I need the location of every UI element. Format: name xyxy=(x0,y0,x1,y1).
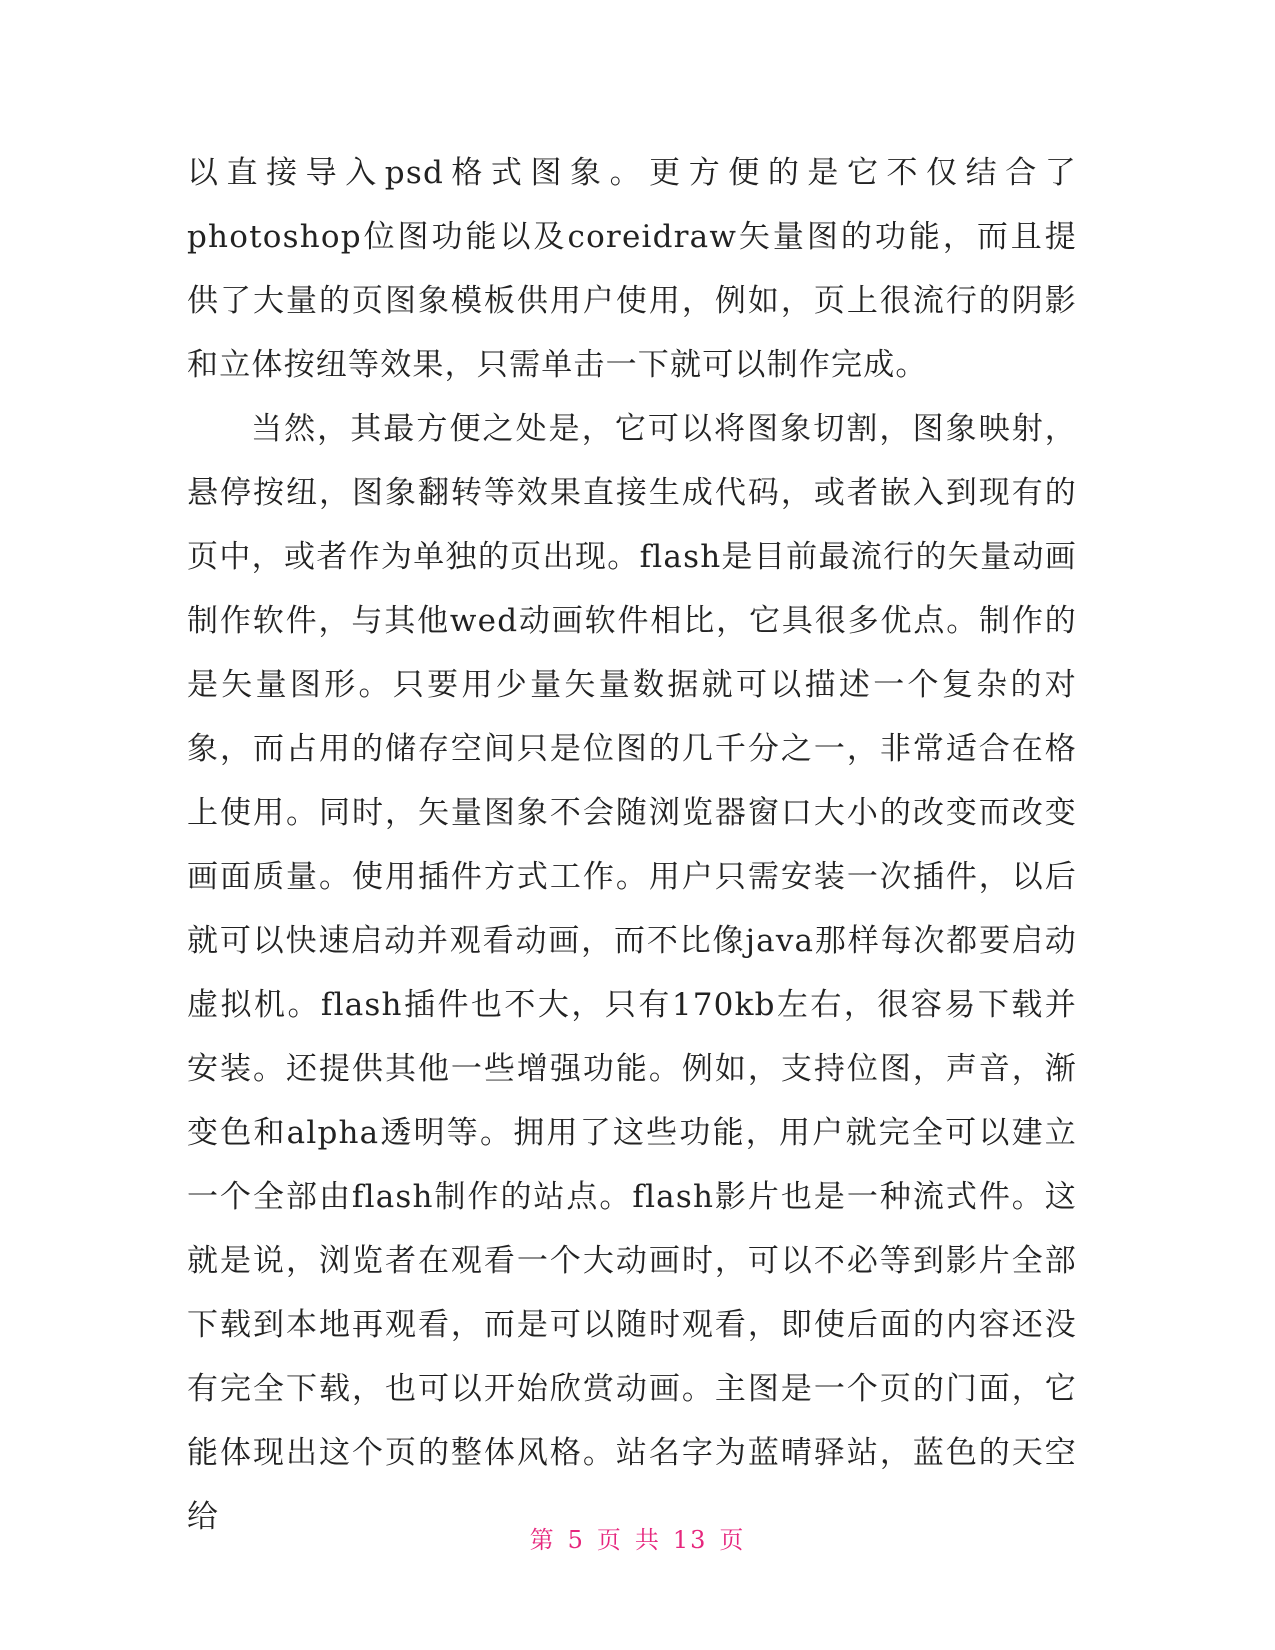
footer-label-ye2: 页 xyxy=(719,1526,746,1554)
footer-label-ye: 页 xyxy=(596,1526,623,1554)
page-footer xyxy=(0,1520,1275,1555)
paragraph-continued: 以直接导入psd格式图象。更方便的是它不仅结合了photoshop位图功能以及coreidraw矢量图的功能，而且提供了大量的页图象模板供用户使用，例如，页上很流行的阴影和立体按纽等效果，只需单击一下就可以制作完成。 xyxy=(187,155,1077,383)
footer-total-pages: 13 xyxy=(672,1526,708,1554)
footer-label-total: 共 xyxy=(634,1526,661,1554)
footer-label-page: 第 xyxy=(529,1526,556,1554)
document-body xyxy=(187,141,1077,1549)
footer-current-page: 5 xyxy=(567,1526,585,1554)
paragraph-main: 当然，其最方便之处是，它可以将图象切割，图象映射，悬停按纽，图象翻转等效果直接生成代码，或者嵌入到现有的页中，或者作为单独的页出现。flash是目前最流行的矢量动画制作软件，与其他wed动画软件相比，它具很多优点。制作的是矢量图形。只要用少量矢量数据就可以描述一个复杂的对象，而占用的储存空间只是位图的几千分之一，非常适合在格上使用。同时，矢量图象不会随浏览器窗口大小的改变而改变画面质量。使用插件方式工作。用户只需安装一次插件，以后就可以快速启动并观看动画，而不比像java那样每次都要启动虚拟机。flash插件也不大，只有170kb左右，很容易下载并安装。还提供其他一些增强功能。例如，支持位图，声音，渐变色和alpha透明等。拥用了这些功能，用户就完全可以建立一个全部由flash制作的站点。flash影片也是一种流式件。这就是说，浏览者在观看一个大动画时，可以不必等到影片全部下载到本地再观看，而是可以随时观看，即使后面的内容还没有完全下载，也可以开始欣赏动画。主图是一个页的门面，它能体现出这个页的整体风格。站名字为蓝晴驿站，蓝色的天空给 xyxy=(187,411,1077,1535)
